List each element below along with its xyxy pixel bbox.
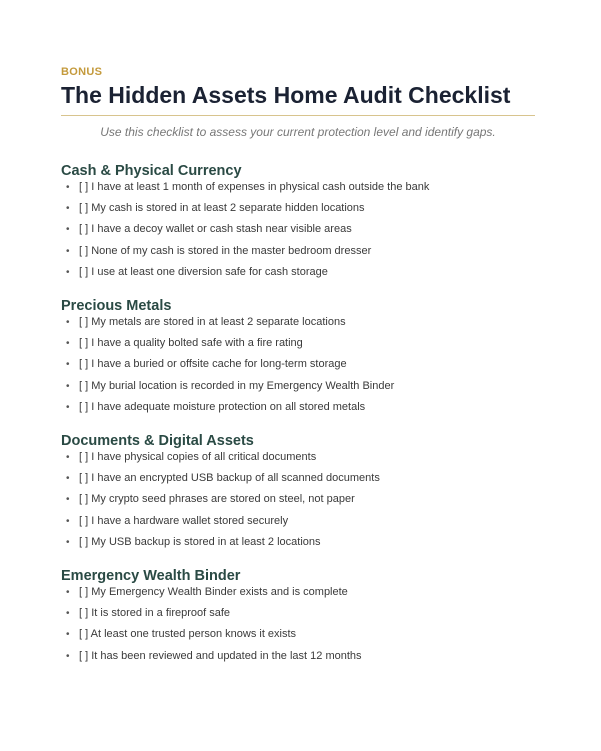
checklist-item-text: [ ] My crypto seed phrases are stored on steel, not paper [79,493,355,506]
section-cash [61,163,535,286]
checklist-item-text: [ ] My metals are stored in at least 2 separate locations [79,316,346,328]
checklist-item [61,535,535,556]
checklist-item [61,450,535,471]
bullet-icon: • [66,266,70,278]
bonus-label: BONUS [61,66,103,78]
checklist-item [61,400,535,421]
bullet-icon: • [66,224,70,236]
checklist-item-text: [ ] I have at least 1 month of expenses in physical cash outside the bank [79,181,430,193]
bullet-icon: • [66,182,70,193]
bullet-icon: • [66,515,70,527]
checklist-item [61,357,535,378]
bullet-icon: • [66,608,70,620]
bullet-icon: • [66,338,70,350]
checklist-item [61,244,535,265]
checklist-item-text: [ ] My Emergency Wealth Binder exists and is complete [79,586,348,598]
checklist-item-text: [ ] It is stored in a fireproof safe [79,607,231,620]
section-documents-digital [61,433,535,556]
checklist-item [61,514,535,535]
bullet-icon: • [66,536,70,548]
checklist-item [61,201,535,222]
bullet-icon: • [66,650,70,662]
checklist-item-text: [ ] I have physical copies of all critical documents [79,451,317,463]
checklist-item-text: [ ] None of my cash is stored in the master bedroom dresser [79,244,372,257]
checklist-item-text: [ ] I have a buried or offsite cache for long-term storage [79,358,347,371]
checklist-item-text: [ ] I have an encrypted USB backup of all scanned documents [79,472,380,485]
checklist-item [61,492,535,513]
bullet-icon: • [66,401,70,413]
checklist-item-text: [ ] I have a decoy wallet or cash stash near visible areas [79,223,352,236]
section-heading: Cash & Physical Currency [61,163,242,179]
bullet-icon: • [66,587,70,598]
checklist-item-text: [ ] My burial location is recorded in my Emergency Wealth Binder [79,379,395,392]
checklist-item [61,180,535,201]
page-subtitle: Use this checklist to assess your current protection level and identify gaps. [100,125,496,139]
checklist-item-text: [ ] I have a quality bolted safe with a fire rating [79,337,303,350]
checklist-item [61,606,535,627]
checklist [61,180,535,286]
bullet-icon: • [66,452,70,463]
checklist-item [61,315,535,336]
title-divider [61,115,535,116]
bullet-icon: • [66,317,70,328]
bullet-icon: • [66,203,70,215]
checklist-item-text: [ ] It has been reviewed and updated in the last 12 months [79,649,362,662]
checklist-item-text: [ ] I have adequate moisture protection on all stored metals [79,400,366,413]
checklist-item [61,222,535,243]
bullet-icon: • [66,473,70,485]
section-heading: Emergency Wealth Binder [61,568,241,584]
page-title: The Hidden Assets Home Audit Checklist [61,82,511,108]
bullet-icon: • [66,380,70,392]
checklist-item [61,585,535,606]
checklist-item [61,627,535,648]
checklist [61,585,535,670]
bullet-icon: • [66,629,70,641]
section-emergency-binder [61,568,535,670]
checklist-item-text: [ ] My cash is stored in at least 2 separate hidden locations [79,202,365,215]
bullet-icon: • [66,359,70,371]
section-heading: Documents & Digital Assets [61,433,254,449]
bullet-icon: • [66,245,70,257]
checklist-item [61,265,535,286]
section-heading: Precious Metals [61,298,172,314]
checklist-item-text: [ ] At least one trusted person knows it exists [79,628,297,641]
checklist [61,450,535,556]
checklist-item [61,649,535,670]
checklist-item-text: [ ] My USB backup is stored in at least 2 locations [79,535,321,548]
checklist [61,315,535,421]
bullet-icon: • [66,494,70,506]
checklist-item [61,471,535,492]
checklist-item [61,379,535,400]
section-precious-metals [61,298,535,421]
checklist-item [61,336,535,357]
checklist-item-text: [ ] I have a hardware wallet stored securely [79,514,289,527]
checklist-item-text: [ ] I use at least one diversion safe for cash storage [79,265,328,278]
